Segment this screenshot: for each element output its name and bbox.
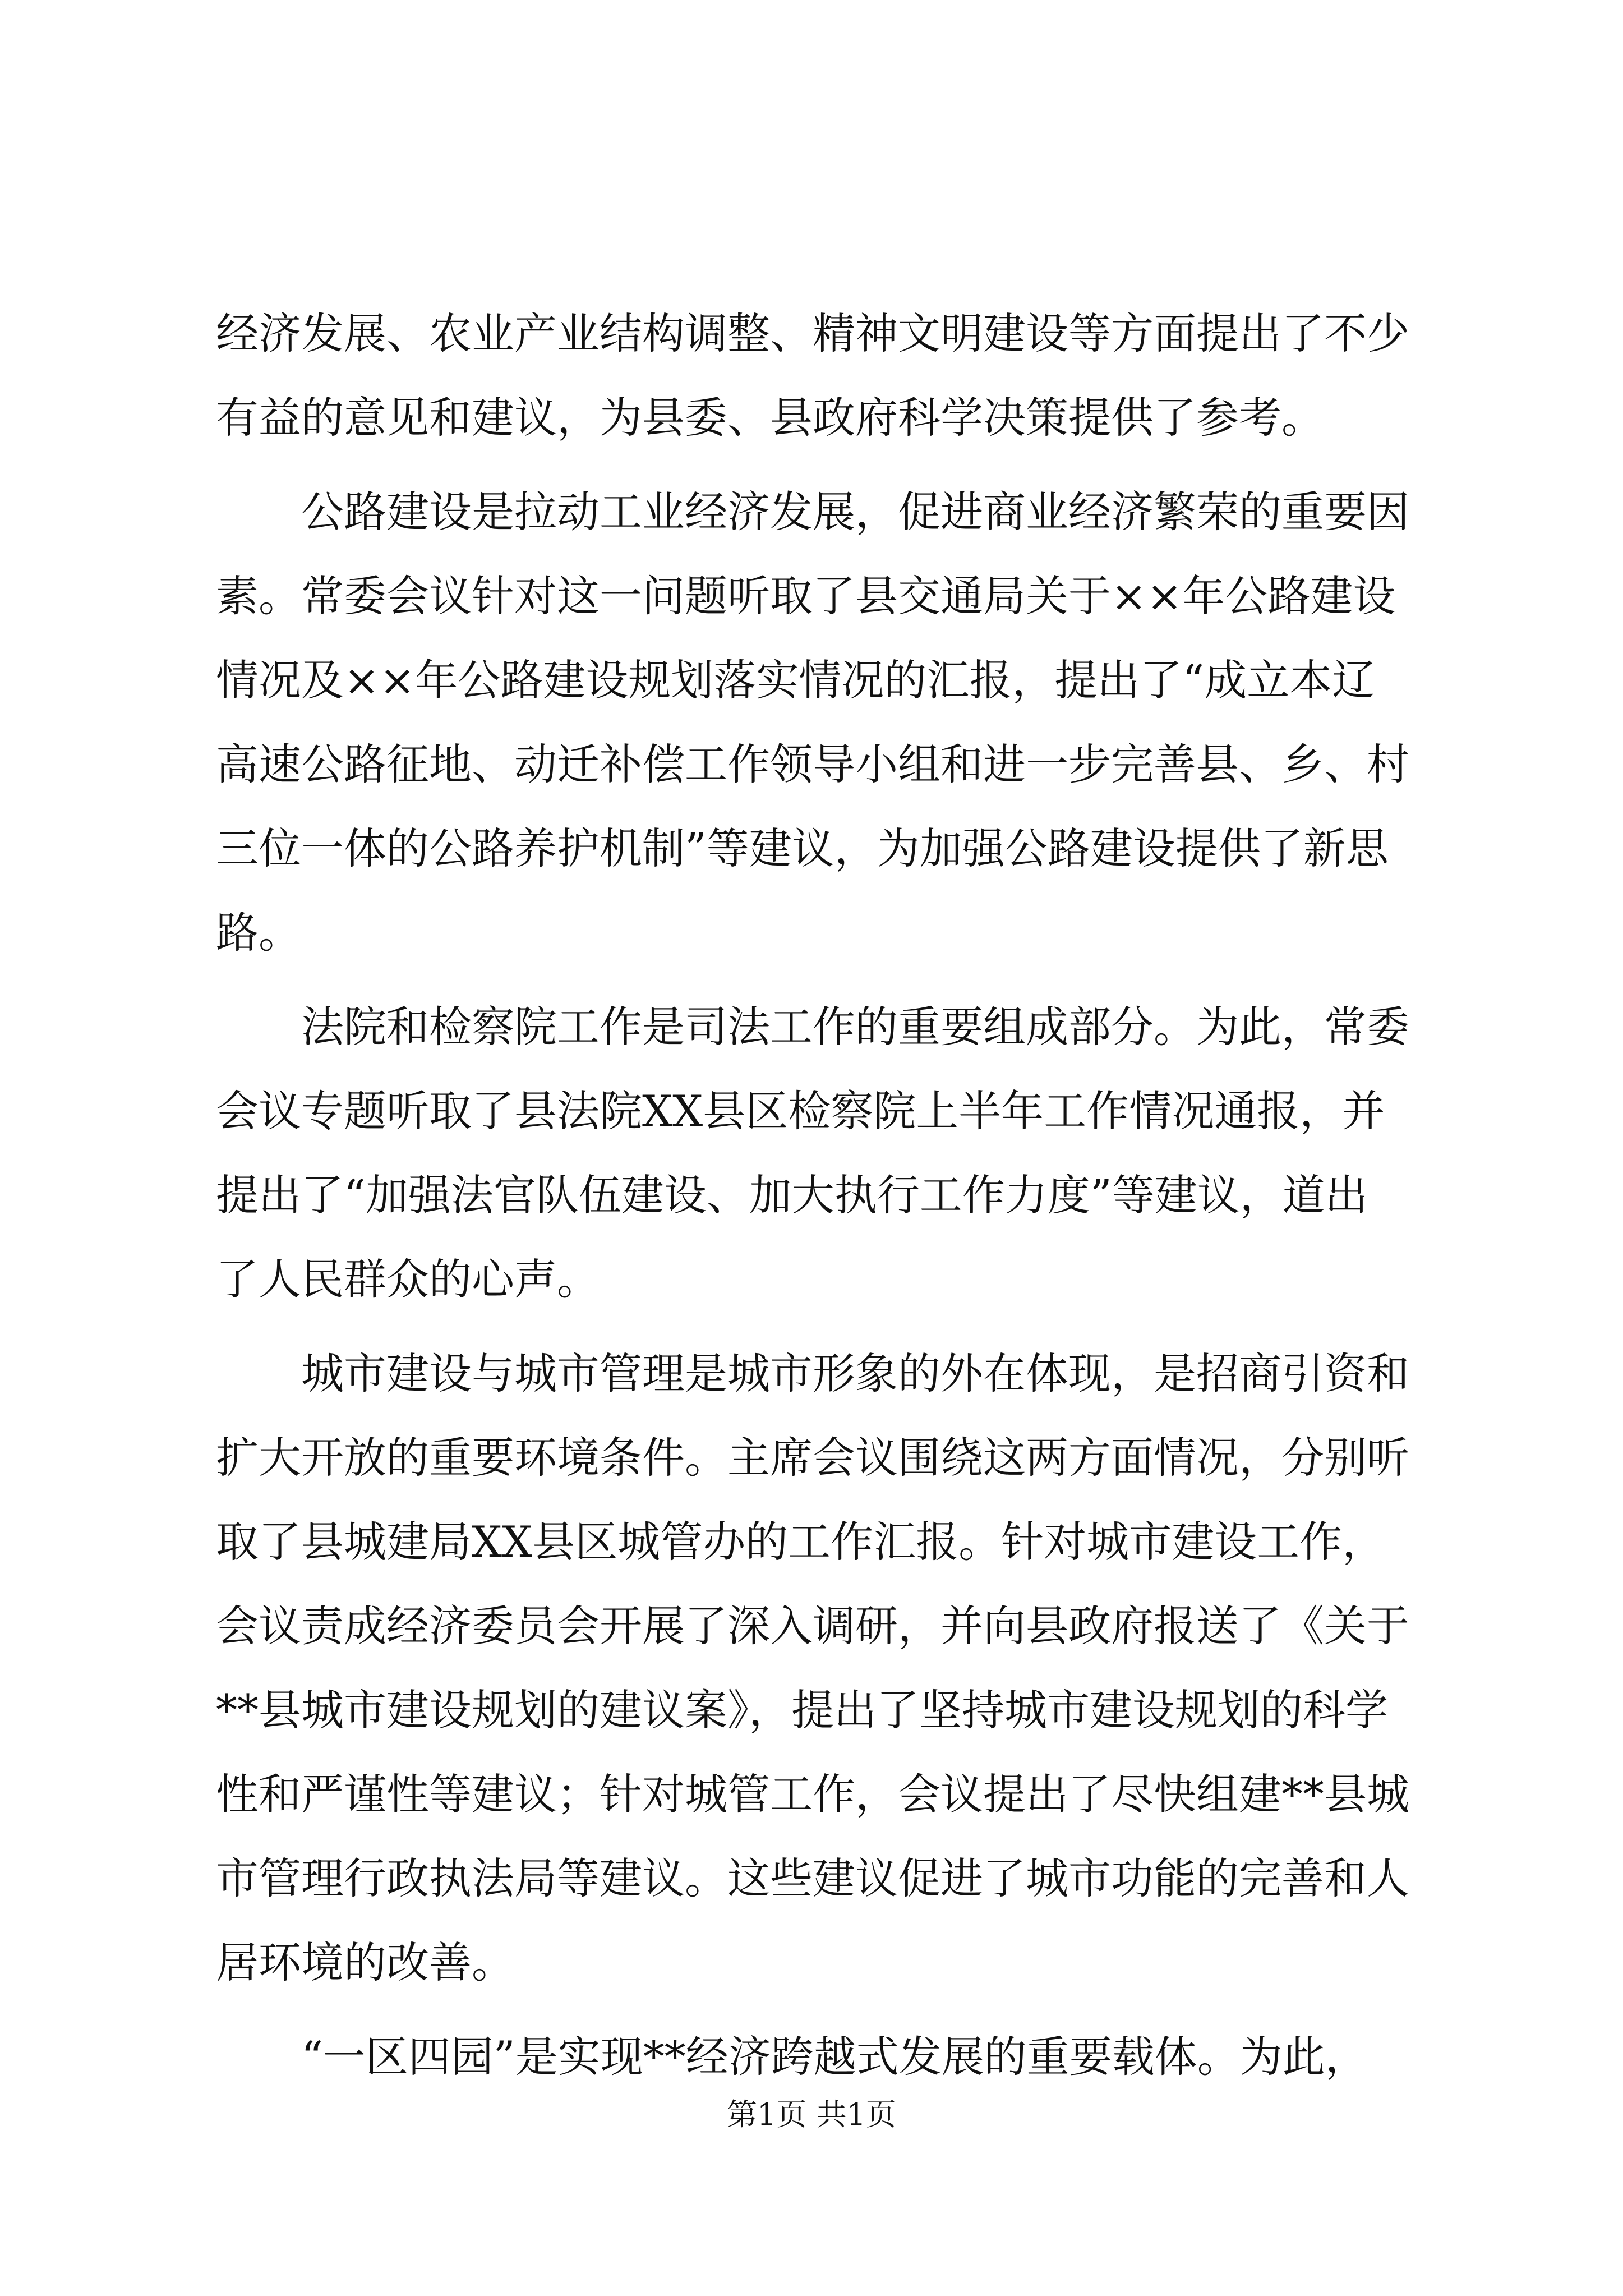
text-line: 情况及××年公路建设规划落实情况的汇报，提出了“成立本辽 xyxy=(216,655,1375,705)
text-line: 路。 xyxy=(216,908,301,958)
text-line: 素。常委会议针对这一问题听取了县交通局关于××年公路建设 xyxy=(216,571,1396,621)
text-line: 了人民群众的心声。 xyxy=(216,1254,600,1304)
text-line: 高速公路征地、动迁补偿工作领导小组和进一步完善县、乡、村 xyxy=(216,739,1409,789)
document-body xyxy=(216,292,1427,2099)
text-line: 有益的意见和建议，为县委、县政府科学决策提供了参考。 xyxy=(216,393,1324,443)
page-footer: 第1页 共1页 xyxy=(727,2097,896,2132)
text-line: 扩大开放的重要环境条件。主席会议围绕这两方面情况，分别听 xyxy=(216,1433,1409,1483)
text-line: 三位一体的公路养护机制”等建议，为加强公路建设提供了新思 xyxy=(216,823,1389,873)
paragraph-start-line: 法院和检察院工作是司法工作的重要组成部分。为此，常委 xyxy=(301,1002,1409,1052)
text-line: 取了县城建局XX县区城管办的工作汇报。针对城市建设工作， xyxy=(216,1517,1385,1567)
text-line: 会议专题听取了县法院XX县区检察院上半年工作情况通报，并 xyxy=(216,1086,1385,1136)
text-line: 性和严谨性等建议；针对城管工作，会议提出了尽快组建**县城 xyxy=(216,1769,1409,1819)
text-line: 会议责成经济委员会开展了深入调研，并向县政府报送了《关于 xyxy=(216,1601,1409,1651)
text-line: **县城市建设规划的建议案》，提出了坚持城市建设规划的科学 xyxy=(216,1685,1388,1735)
paragraph-start-line: 公路建设是拉动工业经济发展，促进商业经济繁荣的重要因 xyxy=(301,487,1409,537)
text-line: 市管理行政执法局等建议。这些建议促进了城市功能的完善和人 xyxy=(216,1853,1409,1903)
text-line: 居环境的改善。 xyxy=(216,1938,514,1987)
paragraph-start-line: “一区四园”是实现**经济跨越式发展的重要载体。为此， xyxy=(301,2032,1368,2082)
text-line: 经济发展、农业产业结构调整、精神文明建设等方面提出了不少 xyxy=(216,309,1409,358)
paragraph-start-line: 城市建设与城市管理是城市形象的外在体现，是招商引资和 xyxy=(301,1349,1409,1398)
text-line: 提出了“加强法官队伍建设、加大执行工作力度”等建议，道出 xyxy=(216,1170,1368,1220)
